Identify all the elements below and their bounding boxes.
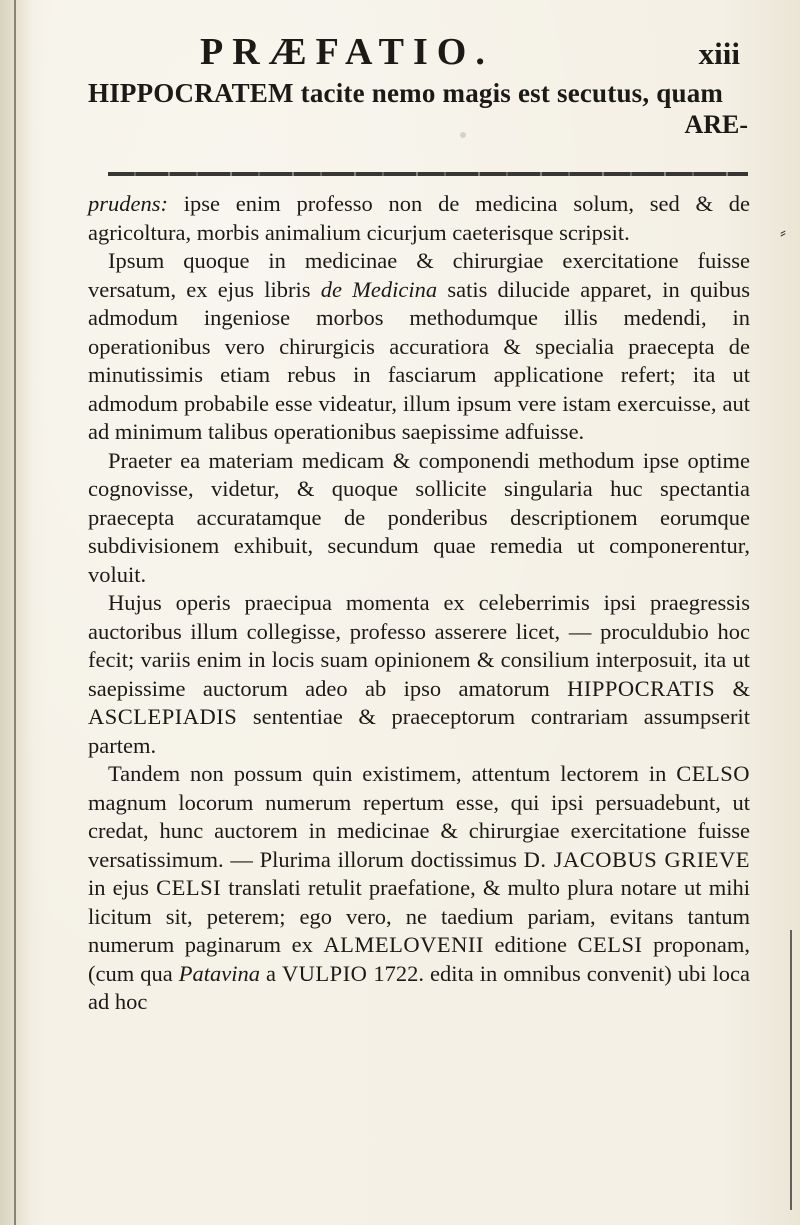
margin-mark: ⸗	[780, 222, 786, 242]
paragraph-5-italic: Patavina	[178, 960, 260, 986]
paragraph-5-mid-6: a	[259, 960, 282, 986]
paragraph-2-text-b: satis dilucide apparet, in quibus admodum ingeniose morbos methodumque illis medendi, in operationibus vero chirurgicis accuratiora & specialia praecepta de minutissimis etiam rebus in fasciarum applicatione refert; ita ut admodum probabile esse videatur, illum ipsum vere istam exercuisse, aut ad minimum talibus operationibus saepissime adfuisse.	[88, 276, 750, 444]
paragraph-5-caps-6: VULPIO	[281, 960, 368, 986]
paragraph-5-mid-3: translati retulit praefatione, & multo plura notare ut mihi licitum sit, peterem; ego vero, ne taedium pariam, evitans tantum numerum paginarum ex	[88, 875, 750, 957]
paragraph-4-text-a: Hujus operis praecipua momenta ex celeberrimis ipsi praegressis auctoribus illum collegisse, professo asserere licet, — proculdubio hoc fecit; variis enim in locis suam opinionem & consilium interposuit, ita ut saepissime auctorum adeo ab ipso amatorum	[88, 590, 750, 701]
paragraph-4-mid: &	[715, 675, 750, 701]
paragraph-5-text-b: 1722. edita in omnibus convenit) ubi loca ad hoc	[88, 960, 750, 1014]
paragraph-5-caps-2: D. JACOBUS GRIEVE	[523, 846, 750, 872]
book-binding-shadow	[0, 0, 32, 1225]
body-text	[88, 190, 750, 1017]
previous-page-line	[88, 78, 748, 109]
paragraph-1-lead: prudens:	[88, 191, 168, 216]
page-number: xiii	[698, 36, 740, 71]
paragraph-3-text: Praeter ea materiam medicam & componendi methodum ipse optime cognovisse, videtur, & quoque sollicite singularia huc spectantia praecepta accuratamque de ponderibus descriptionem eorumque subdivisionem exhibuit, secundum quae remedia ut componerentur, voluit.	[88, 447, 750, 587]
paragraph-2-italic: de Medicina	[320, 276, 438, 302]
paragraph-3	[88, 447, 750, 590]
paragraph-5-mid-5: proponam, (cum qua	[88, 932, 750, 986]
paragraph-4-caps-2: ASCLEPIADIS	[88, 704, 238, 729]
paragraph-5-caps-3: CELSI	[156, 875, 222, 900]
paragraph-5-text-a: Tandem non possum quin existimem, attentum lectorem in	[108, 761, 677, 786]
paragraph-4-caps-1: HIPPOCRATIS	[567, 675, 716, 701]
page-edge-line	[790, 930, 792, 1210]
running-header	[200, 30, 740, 80]
running-title: PRÆFATIO.	[200, 31, 494, 73]
horizontal-rule	[108, 172, 748, 176]
paragraph-5-caps-5: CELSI	[577, 932, 643, 957]
paper-spot	[460, 132, 466, 138]
paragraph-5-mid-4: editione	[483, 932, 578, 957]
paragraph-5-caps-4: ALMELOVENII	[323, 932, 484, 957]
catch-line-name: HIPPOCRATEM	[88, 78, 294, 108]
paragraph-5-mid-1: magnum locorum numerum repertum esse, qui ipsi persuadebunt, ut credat, hunc auctorem in medicinae & chirurgiae exercitatione fuisse versatissimum. — Plurima illorum doctissimus	[88, 789, 750, 872]
binding-edge-line	[14, 0, 16, 1225]
paragraph-5-caps-1: CELSO	[676, 761, 750, 786]
paragraph-1-text: ipse enim professo non de medicina solum, sed & de agricoltura, morbis animalium cicurjum caeterisque scripsit.	[88, 191, 750, 245]
paragraph-5-mid-2: in ejus	[88, 875, 157, 900]
catchword: ARE-	[684, 110, 748, 139]
catch-line-text: tacite nemo magis est secutus, quam	[300, 78, 724, 108]
paragraph-5	[88, 760, 750, 1017]
paragraph-4-text-b: sententiae & praeceptorum contrariam assumpserit partem.	[88, 704, 750, 758]
paragraph-4	[88, 589, 750, 760]
paragraph-2-text-a: Ipsum quoque in medicinae & chirurgiae exercitatione fuisse versatum, ex ejus libris	[88, 248, 750, 302]
paragraph-1	[88, 190, 750, 247]
paragraph-2	[88, 247, 750, 447]
